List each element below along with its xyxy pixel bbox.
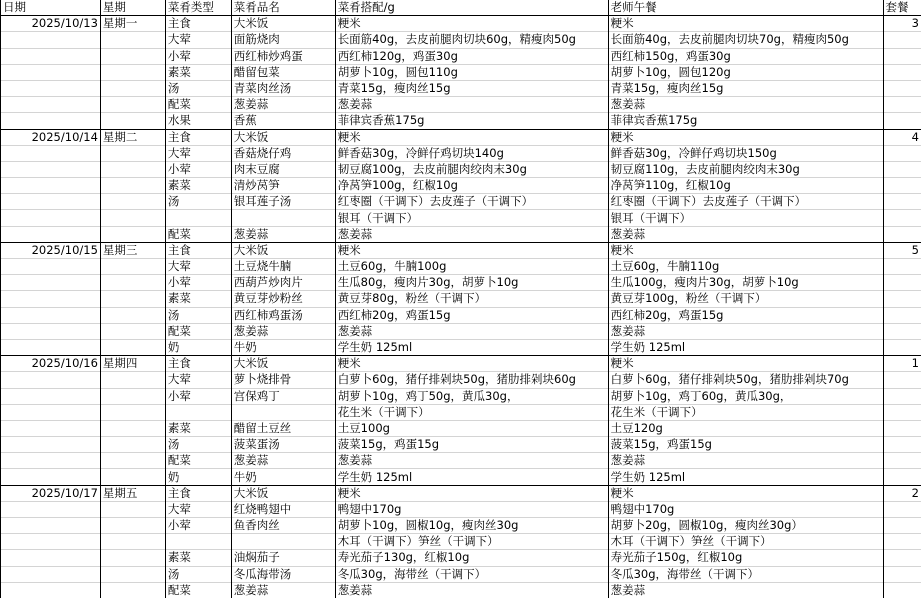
cell-dish-type[interactable]: 小荤 (165, 275, 231, 291)
cell-teacher-lunch[interactable]: 西红柿20g，鸡蛋15g (608, 307, 883, 323)
cell-dish-name[interactable]: 肉末豆腐 (231, 161, 335, 177)
cell-ingredients[interactable]: 木耳（干调下）笋丝（干调下） (335, 534, 608, 550)
table-row (1, 437, 921, 453)
cell-ingredients[interactable]: 胡萝卜10g，圆包110g (335, 64, 608, 80)
cell-ingredients[interactable]: 鲜香菇30g，冷鲜仔鸡切块140g (335, 145, 608, 161)
cell-date[interactable] (1, 80, 101, 96)
cell-set-meal[interactable] (883, 550, 921, 566)
cell-weekday[interactable] (100, 161, 165, 177)
cell-ingredients[interactable]: 寿光茄子130g，红椒10g (335, 550, 608, 566)
cell-teacher-lunch[interactable]: 粳米 (608, 129, 883, 145)
cell-ingredients[interactable]: 葱姜蒜 (335, 582, 608, 598)
table-row (1, 242, 921, 258)
cell-dish-type[interactable]: 主食 (165, 16, 231, 32)
cell-dish-name[interactable]: 清炒莴笋 (231, 178, 335, 194)
cell-teacher-lunch[interactable]: 学生奶 125ml (608, 339, 883, 355)
cell-set-meal[interactable] (883, 566, 921, 582)
cell-date[interactable] (1, 518, 101, 534)
table-row (1, 388, 921, 404)
cell-date[interactable] (1, 420, 101, 436)
cell-date[interactable]: 2025/10/17 (1, 485, 101, 501)
cell-dish-type[interactable]: 大荤 (165, 501, 231, 517)
table-row (1, 226, 921, 242)
cell-date[interactable] (1, 453, 101, 469)
cell-dish-type[interactable]: 配菜 (165, 97, 231, 113)
cell-weekday[interactable] (100, 275, 165, 291)
cell-weekday[interactable] (100, 210, 165, 226)
cell-dish-type[interactable]: 主食 (165, 129, 231, 145)
cell-dish-name[interactable]: 葱姜蒜 (231, 582, 335, 598)
cell-teacher-lunch[interactable]: 粳米 (608, 485, 883, 501)
cell-set-meal[interactable] (883, 404, 921, 420)
table-row (1, 291, 921, 307)
cell-teacher-lunch[interactable]: 胡萝卜20g，圆椒10g，瘦肉丝30g） (608, 518, 883, 534)
cell-ingredients[interactable]: 净莴笋100g，红椒10g (335, 178, 608, 194)
cell-dish-name[interactable]: 鱼香肉丝 (231, 518, 335, 534)
header-dish-type[interactable]: 菜肴类型 (165, 0, 231, 16)
cell-teacher-lunch[interactable]: 葱姜蒜 (608, 582, 883, 598)
table-row (1, 534, 921, 550)
cell-dish-type[interactable]: 小荤 (165, 161, 231, 177)
cell-date[interactable] (1, 534, 101, 550)
cell-weekday[interactable] (100, 113, 165, 129)
cell-teacher-lunch[interactable]: 菠菜15g，鸡蛋15g (608, 437, 883, 453)
cell-date[interactable] (1, 323, 101, 339)
cell-date[interactable] (1, 210, 101, 226)
cell-date[interactable] (1, 437, 101, 453)
cell-set-meal[interactable]: 5 (883, 242, 921, 258)
cell-teacher-lunch[interactable]: 青菜15g，瘦肉丝15g (608, 80, 883, 96)
cell-date[interactable] (1, 275, 101, 291)
cell-dish-name[interactable]: 葱姜蒜 (231, 97, 335, 113)
table-row (1, 485, 921, 501)
cell-dish-type[interactable]: 水果 (165, 113, 231, 129)
cell-set-meal[interactable] (883, 161, 921, 177)
cell-ingredients[interactable]: 青菜15g，瘦肉丝15g (335, 80, 608, 96)
table-row (1, 32, 921, 48)
table-row (1, 404, 921, 420)
table-row (1, 453, 921, 469)
cell-date[interactable]: 2025/10/16 (1, 356, 101, 372)
cell-weekday[interactable] (100, 80, 165, 96)
table-row (1, 550, 921, 566)
cell-teacher-lunch[interactable]: 胡萝卜10g，鸡丁60g，黄瓜30g， (608, 388, 883, 404)
cell-dish-type[interactable]: 大荤 (165, 259, 231, 275)
cell-teacher-lunch[interactable]: 西红柿150g，鸡蛋30g (608, 48, 883, 64)
cell-dish-type[interactable]: 配菜 (165, 323, 231, 339)
header-set-meal[interactable]: 套餐 (883, 0, 921, 16)
table-row (1, 259, 921, 275)
cell-weekday[interactable] (100, 453, 165, 469)
cell-teacher-lunch[interactable]: 银耳（干调下） (608, 210, 883, 226)
cell-teacher-lunch[interactable]: 冬瓜30g，海带丝（干调下） (608, 566, 883, 582)
cell-teacher-lunch[interactable]: 鸭翅中170g (608, 501, 883, 517)
menu-rows (1, 16, 921, 598)
table-row (1, 97, 921, 113)
cell-weekday[interactable] (100, 550, 165, 566)
table-row (1, 194, 921, 210)
cell-set-meal[interactable]: 2 (883, 485, 921, 501)
cell-ingredients[interactable]: 胡萝卜10g，圆椒10g，瘦肉丝30g (335, 518, 608, 534)
cell-weekday[interactable] (100, 64, 165, 80)
cell-set-meal[interactable] (883, 291, 921, 307)
cell-dish-type[interactable]: 奶 (165, 339, 231, 355)
table-row (1, 323, 921, 339)
cell-weekday[interactable] (100, 48, 165, 64)
cell-dish-type[interactable]: 小荤 (165, 518, 231, 534)
table-row (1, 80, 921, 96)
cell-set-meal[interactable] (883, 453, 921, 469)
cell-ingredients[interactable]: 粳米 (335, 356, 608, 372)
cell-dish-name[interactable]: 葱姜蒜 (231, 453, 335, 469)
cell-date[interactable] (1, 145, 101, 161)
cell-weekday[interactable] (100, 339, 165, 355)
cell-dish-type[interactable]: 素菜 (165, 420, 231, 436)
cell-ingredients[interactable]: 白萝卜60g，猪仔排剁块50g，猪肋排剁块60g (335, 372, 608, 388)
cell-dish-name[interactable]: 菠菜蛋汤 (231, 437, 335, 453)
cell-set-meal[interactable] (883, 437, 921, 453)
cell-set-meal[interactable] (883, 210, 921, 226)
cell-set-meal[interactable] (883, 48, 921, 64)
header-row (1, 0, 921, 16)
cell-date[interactable] (1, 113, 101, 129)
cell-ingredients[interactable]: 西红柿20g，鸡蛋15g (335, 307, 608, 323)
cell-set-meal[interactable] (883, 275, 921, 291)
cell-set-meal[interactable]: 1 (883, 356, 921, 372)
table-row (1, 566, 921, 582)
cell-dish-type[interactable]: 素菜 (165, 178, 231, 194)
cell-dish-type[interactable]: 小荤 (165, 48, 231, 64)
cell-dish-type[interactable]: 主食 (165, 485, 231, 501)
cell-set-meal[interactable] (883, 145, 921, 161)
cell-dish-type[interactable]: 小荤 (165, 388, 231, 404)
cell-teacher-lunch[interactable]: 胡萝卜10g，圆包120g (608, 64, 883, 80)
cell-date[interactable] (1, 48, 101, 64)
cell-ingredients[interactable]: 学生奶 125ml (335, 469, 608, 485)
cell-ingredients[interactable]: 土豆60g，牛腩100g (335, 259, 608, 275)
cell-date[interactable] (1, 178, 101, 194)
cell-dish-name[interactable]: 面筋烧肉 (231, 32, 335, 48)
cell-weekday[interactable] (100, 534, 165, 550)
cell-ingredients[interactable]: 土豆100g (335, 420, 608, 436)
cell-dish-name[interactable]: 大米饭 (231, 242, 335, 258)
cell-set-meal[interactable] (883, 259, 921, 275)
cell-date[interactable] (1, 32, 101, 48)
header-date[interactable]: 日期 (1, 0, 101, 16)
cell-date[interactable] (1, 226, 101, 242)
cell-ingredients[interactable]: 西红柿120g，鸡蛋30g (335, 48, 608, 64)
cell-weekday[interactable] (100, 582, 165, 598)
cell-weekday[interactable] (100, 32, 165, 48)
cell-teacher-lunch[interactable]: 葱姜蒜 (608, 97, 883, 113)
cell-dish-name[interactable]: 牛奶 (231, 339, 335, 355)
cell-teacher-lunch[interactable]: 土豆120g (608, 420, 883, 436)
cell-ingredients[interactable]: 银耳（干调下） (335, 210, 608, 226)
cell-dish-type[interactable]: 汤 (165, 194, 231, 210)
cell-teacher-lunch[interactable]: 葱姜蒜 (608, 323, 883, 339)
cell-dish-name[interactable]: 土豆烧牛腩 (231, 259, 335, 275)
cell-dish-type[interactable]: 主食 (165, 242, 231, 258)
cell-date[interactable]: 2025/10/15 (1, 242, 101, 258)
header-teacher-lunch[interactable]: 老师午餐 (608, 0, 883, 16)
cell-dish-name[interactable] (231, 210, 335, 226)
cell-dish-type[interactable] (165, 534, 231, 550)
cell-weekday[interactable] (100, 518, 165, 534)
cell-dish-type[interactable]: 配菜 (165, 582, 231, 598)
table-row (1, 210, 921, 226)
cell-dish-type[interactable]: 大荤 (165, 145, 231, 161)
cell-teacher-lunch[interactable]: 粳米 (608, 16, 883, 32)
cell-weekday[interactable] (100, 404, 165, 420)
table-row (1, 339, 921, 355)
cell-weekday[interactable] (100, 178, 165, 194)
cell-ingredients[interactable]: 葱姜蒜 (335, 97, 608, 113)
cell-ingredients[interactable]: 冬瓜30g，海带丝（干调下） (335, 566, 608, 582)
cell-date[interactable] (1, 291, 101, 307)
cell-ingredients[interactable]: 菠菜15g，鸡蛋15g (335, 437, 608, 453)
cell-set-meal[interactable]: 4 (883, 129, 921, 145)
cell-date[interactable] (1, 550, 101, 566)
cell-weekday[interactable] (100, 388, 165, 404)
cell-ingredients[interactable]: 红枣圈（干调下）去皮莲子（干调下） (335, 194, 608, 210)
cell-date[interactable] (1, 161, 101, 177)
cell-weekday[interactable] (100, 194, 165, 210)
cell-dish-name[interactable]: 醋留土豆丝 (231, 420, 335, 436)
cell-set-meal[interactable] (883, 226, 921, 242)
cell-dish-name[interactable]: 西红柿炒鸡蛋 (231, 48, 335, 64)
cell-ingredients[interactable]: 鸭翅中170g (335, 501, 608, 517)
cell-set-meal[interactable] (883, 178, 921, 194)
cell-teacher-lunch[interactable]: 粳米 (608, 242, 883, 258)
cell-weekday[interactable] (100, 566, 165, 582)
cell-set-meal[interactable] (883, 339, 921, 355)
cell-teacher-lunch[interactable]: 白萝卜60g，猪仔排剁块50g，猪肋排剁块70g (608, 372, 883, 388)
cell-date[interactable] (1, 582, 101, 598)
cell-teacher-lunch[interactable]: 黄豆芽100g，粉丝（干调下） (608, 291, 883, 307)
cell-date[interactable] (1, 64, 101, 80)
cell-dish-type[interactable]: 主食 (165, 356, 231, 372)
cell-weekday[interactable] (100, 291, 165, 307)
cell-set-meal[interactable] (883, 80, 921, 96)
table-row (1, 129, 921, 145)
cell-ingredients[interactable]: 花生米（干调下） (335, 404, 608, 420)
cell-date[interactable] (1, 307, 101, 323)
table-row (1, 501, 921, 517)
cell-dish-name[interactable]: 大米饭 (231, 485, 335, 501)
cell-ingredients[interactable]: 粳米 (335, 16, 608, 32)
cell-dish-name[interactable]: 冬瓜海带汤 (231, 566, 335, 582)
cell-dish-name[interactable]: 牛奶 (231, 469, 335, 485)
cell-ingredients[interactable]: 黄豆芽80g，粉丝（干调下） (335, 291, 608, 307)
cell-dish-name[interactable]: 香菇烧仔鸡 (231, 145, 335, 161)
cell-date[interactable]: 2025/10/13 (1, 16, 101, 32)
cell-dish-name[interactable]: 大米饭 (231, 356, 335, 372)
cell-weekday[interactable] (100, 97, 165, 113)
cell-dish-name[interactable]: 葱姜蒜 (231, 226, 335, 242)
cell-dish-type[interactable]: 素菜 (165, 291, 231, 307)
cell-ingredients[interactable]: 葱姜蒜 (335, 453, 608, 469)
cell-ingredients[interactable]: 韧豆腐100g，去皮前腿肉绞肉末30g (335, 161, 608, 177)
table-row (1, 275, 921, 291)
cell-teacher-lunch[interactable]: 木耳（干调下）笋丝（干调下） (608, 534, 883, 550)
table-row (1, 16, 921, 32)
table-row (1, 145, 921, 161)
cell-ingredients[interactable]: 粳米 (335, 129, 608, 145)
cell-teacher-lunch[interactable]: 红枣圈（干调下）去皮莲子（干调下） (608, 194, 883, 210)
cell-dish-type[interactable]: 配菜 (165, 453, 231, 469)
cell-date[interactable] (1, 501, 101, 517)
header-dish-name[interactable]: 菜肴品名 (231, 0, 335, 16)
cell-dish-type[interactable]: 汤 (165, 80, 231, 96)
cell-set-meal[interactable] (883, 534, 921, 550)
cell-dish-type[interactable]: 大荤 (165, 32, 231, 48)
cell-weekday[interactable]: 星期三 (100, 242, 165, 258)
cell-teacher-lunch[interactable]: 长面筋40g，去皮前腿肉切块70g，精瘦肉50g (608, 32, 883, 48)
cell-dish-name[interactable]: 葱姜蒜 (231, 323, 335, 339)
cell-teacher-lunch[interactable]: 生瓜100g，瘦肉片30g，胡萝卜10g (608, 275, 883, 291)
cell-weekday[interactable]: 星期一 (100, 16, 165, 32)
cell-dish-type[interactable]: 大荤 (165, 372, 231, 388)
cell-weekday[interactable] (100, 469, 165, 485)
cell-teacher-lunch[interactable]: 韧豆腐110g，去皮前腿肉绞肉末30g (608, 161, 883, 177)
cell-weekday[interactable] (100, 226, 165, 242)
cell-dish-type[interactable]: 汤 (165, 437, 231, 453)
cell-set-meal[interactable] (883, 97, 921, 113)
table-row (1, 582, 921, 598)
cell-set-meal[interactable] (883, 307, 921, 323)
cell-date[interactable] (1, 372, 101, 388)
cell-dish-name[interactable]: 青菜肉丝汤 (231, 80, 335, 96)
cell-teacher-lunch[interactable]: 土豆60g，牛腩110g (608, 259, 883, 275)
cell-teacher-lunch[interactable]: 学生奶 125ml (608, 469, 883, 485)
cell-weekday[interactable] (100, 420, 165, 436)
cell-teacher-lunch[interactable]: 净莴笋110g，红椒10g (608, 178, 883, 194)
cell-weekday[interactable] (100, 437, 165, 453)
cell-set-meal[interactable] (883, 388, 921, 404)
cell-dish-name[interactable]: 宫保鸡丁 (231, 388, 335, 404)
cell-ingredients[interactable]: 学生奶 125ml (335, 339, 608, 355)
cell-date[interactable] (1, 259, 101, 275)
cell-dish-name[interactable]: 红烧鸭翅中 (231, 501, 335, 517)
cell-dish-type[interactable]: 素菜 (165, 550, 231, 566)
cell-set-meal[interactable] (883, 113, 921, 129)
table-row (1, 178, 921, 194)
table-row (1, 64, 921, 80)
cell-set-meal[interactable] (883, 582, 921, 598)
cell-date[interactable] (1, 566, 101, 582)
cell-weekday[interactable] (100, 145, 165, 161)
cell-ingredients[interactable]: 长面筋40g，去皮前腿肉切块60g，精瘦肉50g (335, 32, 608, 48)
cell-weekday[interactable] (100, 501, 165, 517)
header-ingredients[interactable]: 菜肴搭配/g (335, 0, 608, 16)
cell-dish-name[interactable] (231, 534, 335, 550)
cell-ingredients[interactable]: 葱姜蒜 (335, 323, 608, 339)
cell-dish-type[interactable] (165, 404, 231, 420)
table-row (1, 307, 921, 323)
table-row (1, 372, 921, 388)
cell-dish-name[interactable] (231, 404, 335, 420)
table-row (1, 356, 921, 372)
cell-set-meal[interactable] (883, 501, 921, 517)
cell-set-meal[interactable] (883, 323, 921, 339)
cell-weekday[interactable]: 星期二 (100, 129, 165, 145)
cell-set-meal[interactable] (883, 469, 921, 485)
cell-dish-name[interactable]: 萝卜烧排骨 (231, 372, 335, 388)
cell-dish-type[interactable]: 奶 (165, 469, 231, 485)
cell-dish-name[interactable]: 黄豆芽炒粉丝 (231, 291, 335, 307)
cell-date[interactable]: 2025/10/14 (1, 129, 101, 145)
cell-teacher-lunch[interactable]: 花生米（干调下） (608, 404, 883, 420)
cell-ingredients[interactable]: 粳米 (335, 485, 608, 501)
cell-dish-name[interactable]: 大米饭 (231, 16, 335, 32)
header-weekday[interactable]: 星期 (100, 0, 165, 16)
cell-dish-name[interactable]: 银耳莲子汤 (231, 194, 335, 210)
cell-teacher-lunch[interactable]: 葱姜蒜 (608, 453, 883, 469)
cell-dish-type[interactable]: 汤 (165, 566, 231, 582)
cell-weekday[interactable] (100, 259, 165, 275)
cell-date[interactable] (1, 194, 101, 210)
table-row (1, 518, 921, 534)
cell-ingredients[interactable]: 葱姜蒜 (335, 226, 608, 242)
table-row (1, 48, 921, 64)
cell-weekday[interactable]: 星期五 (100, 485, 165, 501)
cell-weekday[interactable] (100, 323, 165, 339)
cell-date[interactable] (1, 404, 101, 420)
cell-dish-name[interactable]: 醋留包菜 (231, 64, 335, 80)
cell-ingredients[interactable]: 胡萝卜10g，鸡丁50g，黄瓜30g， (335, 388, 608, 404)
cell-date[interactable] (1, 339, 101, 355)
cell-dish-type[interactable] (165, 210, 231, 226)
cell-set-meal[interactable]: 3 (883, 16, 921, 32)
cell-weekday[interactable] (100, 307, 165, 323)
cell-teacher-lunch[interactable]: 菲律宾香蕉175g (608, 113, 883, 129)
cell-set-meal[interactable] (883, 372, 921, 388)
cell-weekday[interactable]: 星期四 (100, 356, 165, 372)
cell-dish-name[interactable]: 大米饭 (231, 129, 335, 145)
cell-weekday[interactable] (100, 372, 165, 388)
cell-dish-name[interactable]: 西红柿鸡蛋汤 (231, 307, 335, 323)
cell-ingredients[interactable]: 生瓜80g，瘦肉片30g，胡萝卜10g (335, 275, 608, 291)
table-row (1, 469, 921, 485)
cell-teacher-lunch[interactable]: 粳米 (608, 356, 883, 372)
cell-set-meal[interactable] (883, 518, 921, 534)
cell-set-meal[interactable] (883, 420, 921, 436)
cell-set-meal[interactable] (883, 194, 921, 210)
cell-dish-type[interactable]: 素菜 (165, 64, 231, 80)
cell-date[interactable] (1, 469, 101, 485)
cell-dish-name[interactable]: 香蕉 (231, 113, 335, 129)
cell-date[interactable] (1, 97, 101, 113)
cell-ingredients[interactable]: 粳米 (335, 242, 608, 258)
cell-dish-name[interactable]: 西葫芦炒肉片 (231, 275, 335, 291)
cell-ingredients[interactable]: 菲律宾香蕉175g (335, 113, 608, 129)
cell-teacher-lunch[interactable]: 葱姜蒜 (608, 226, 883, 242)
cell-dish-name[interactable]: 油焖茄子 (231, 550, 335, 566)
cell-teacher-lunch[interactable]: 鲜香菇30g，冷鲜仔鸡切块150g (608, 145, 883, 161)
cell-date[interactable] (1, 388, 101, 404)
cell-dish-type[interactable]: 汤 (165, 307, 231, 323)
table-row (1, 161, 921, 177)
cell-dish-type[interactable]: 配菜 (165, 226, 231, 242)
cell-teacher-lunch[interactable]: 寿光茄子150g，红椒10g (608, 550, 883, 566)
table-row (1, 420, 921, 436)
cell-set-meal[interactable] (883, 64, 921, 80)
table-row (1, 113, 921, 129)
cell-set-meal[interactable] (883, 32, 921, 48)
